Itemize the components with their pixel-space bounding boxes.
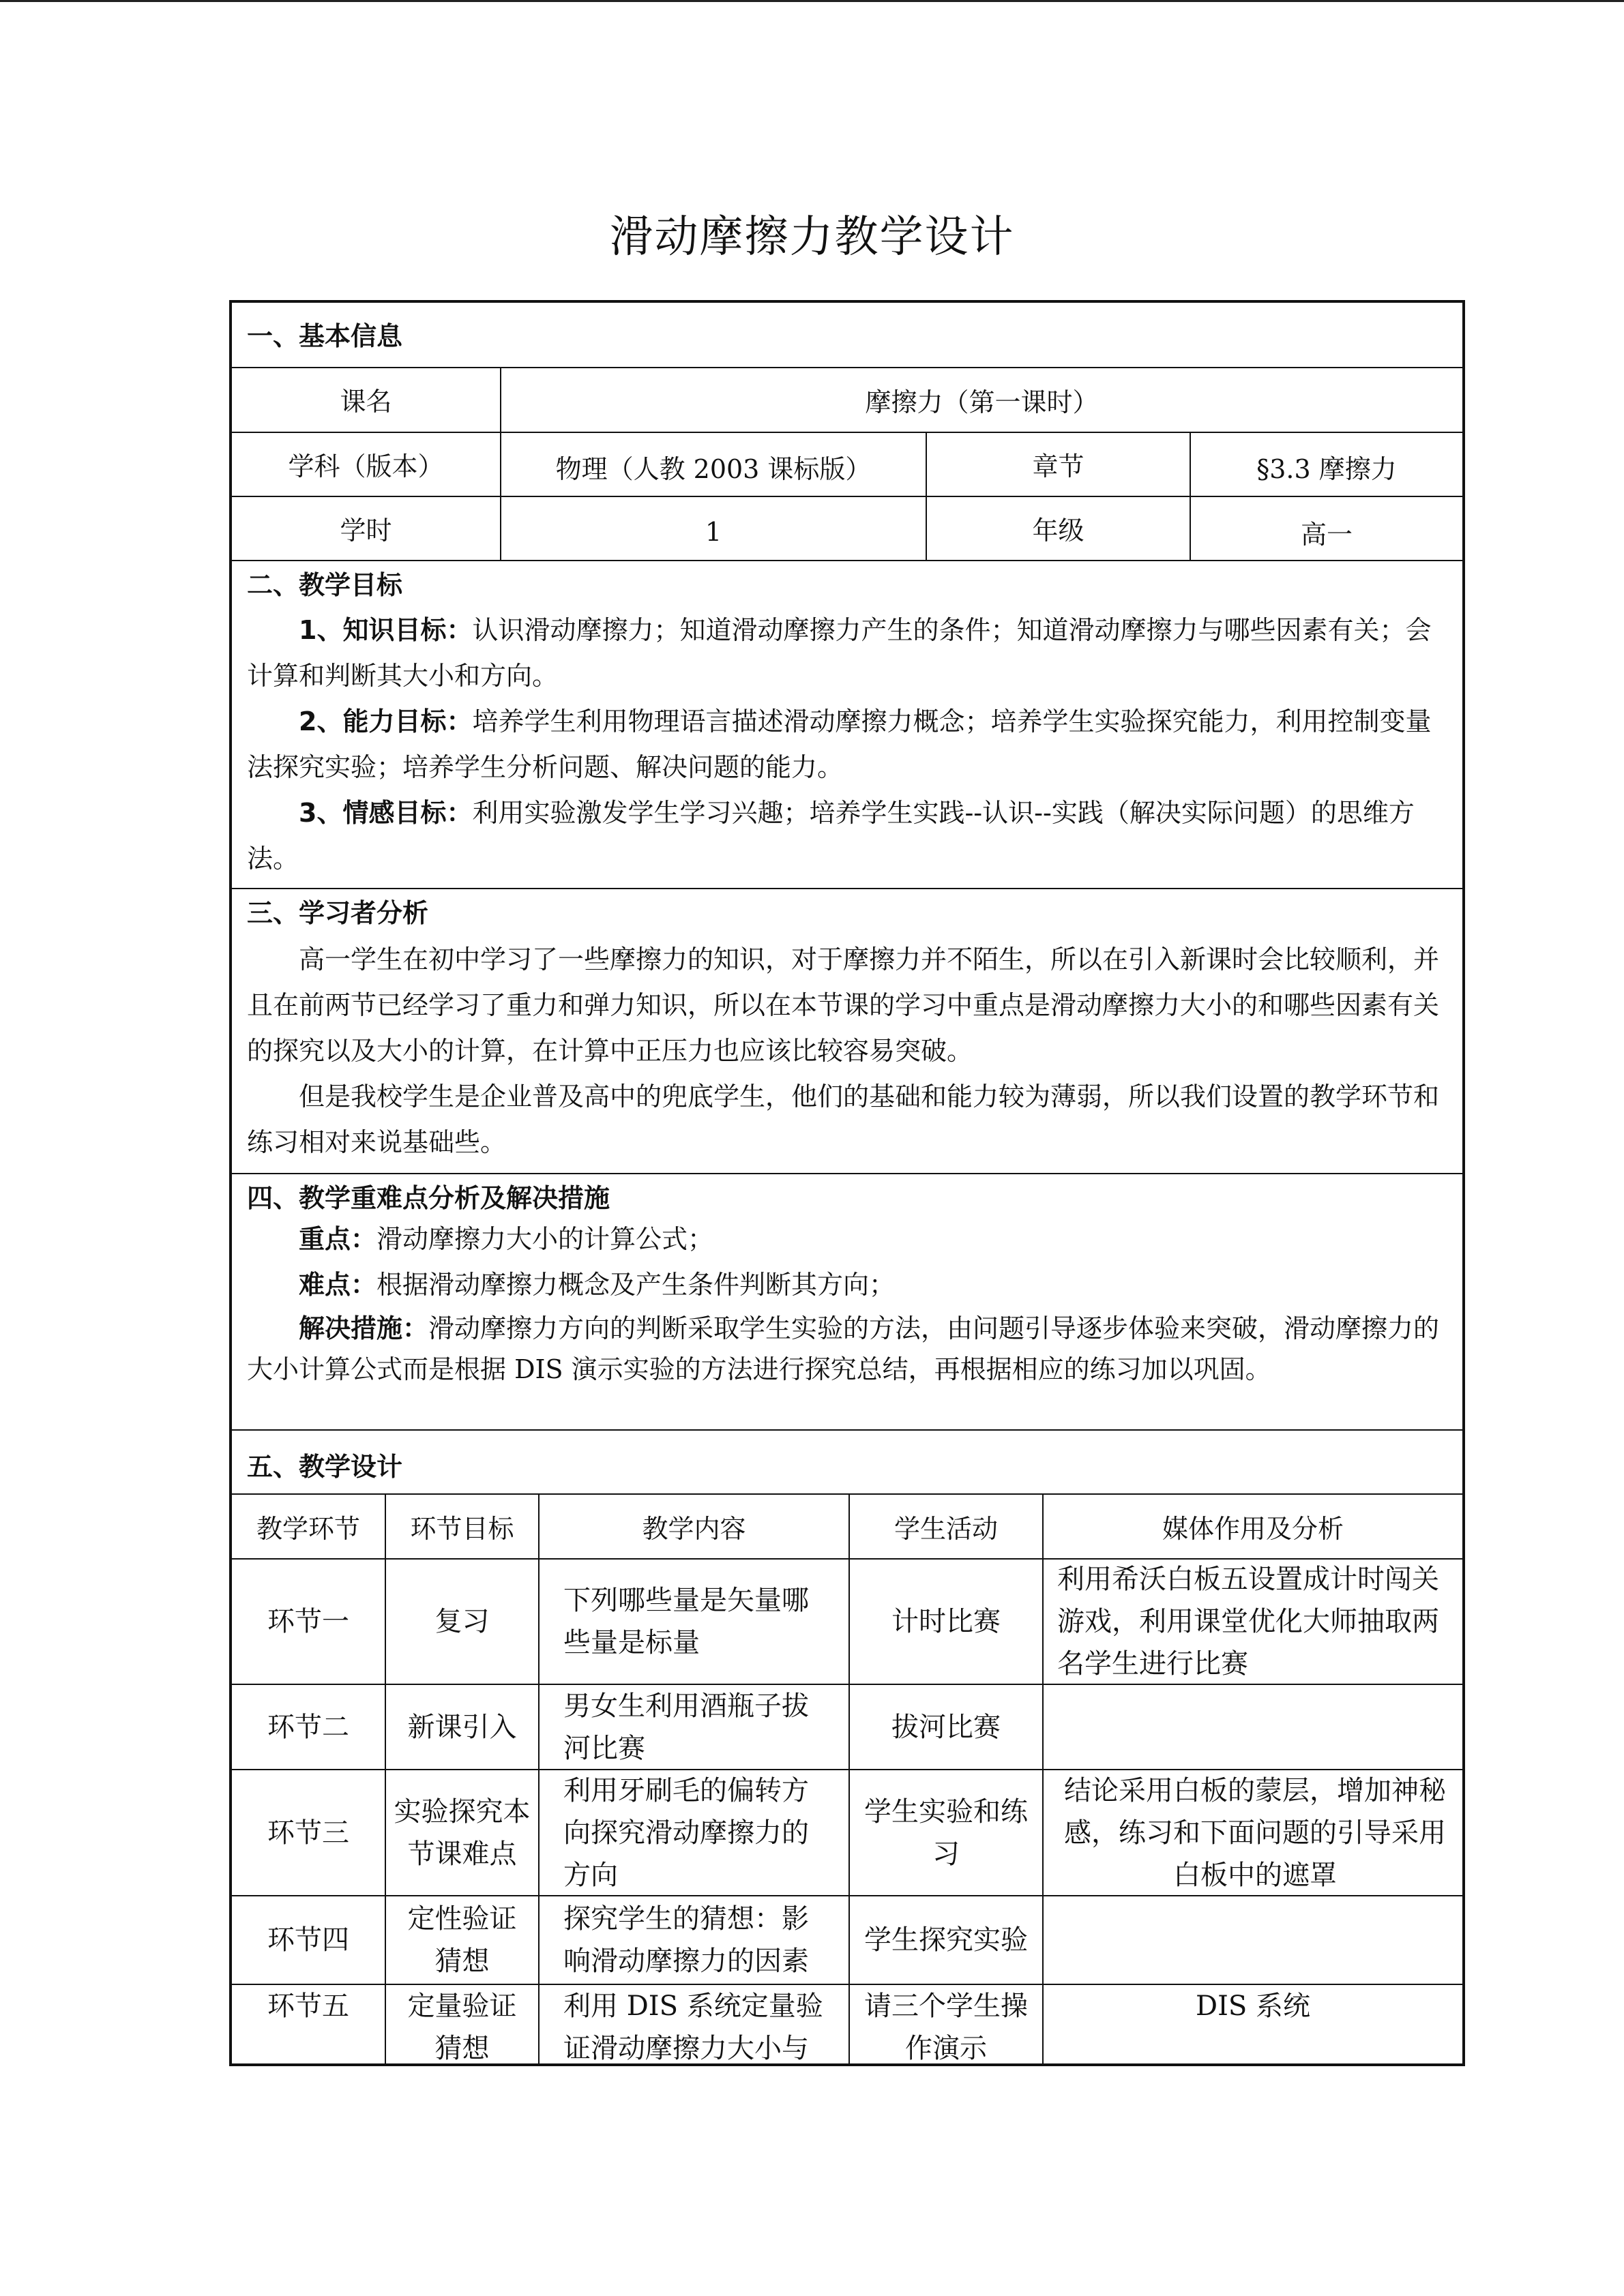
- col-header-goal: 环节目标: [410, 1514, 514, 1544]
- chapter-label: 章节: [1032, 451, 1084, 481]
- goal-cell: 复习: [434, 1606, 490, 1637]
- media-cell: 结论采用白板的蒙层，增加神秘感，练习和下面问题的引导采用白板中的遮罩: [1064, 1774, 1446, 1891]
- col-divider: [1042, 1493, 1044, 2066]
- stage-cell: 环节三: [267, 1817, 349, 1849]
- learner-paragraph: 高一学生在初中学习了一些摩擦力的知识，对于摩擦力并不陌生，所以在引入新课时会比较顺利，并且在前两节已经学习了重力和弹力知识，所以在本节课的学习中重点是滑动摩擦力大小的和哪些因素有关的探究以及大小的计算，在计算中正压力也应该比较容易突破。: [247, 944, 1440, 1066]
- section-heading-basic-info: 一、基本信息: [247, 321, 403, 351]
- col-header-media: 媒体作用及分析: [1162, 1514, 1344, 1544]
- section-heading-teaching-design: 五、教学设计: [247, 1452, 403, 1482]
- objectives-body: [247, 608, 1454, 882]
- course-name-value: 摩擦力（第一课时）: [865, 387, 1099, 417]
- key-points-body: [247, 1217, 1454, 1390]
- stage-cell: 环节一: [267, 1606, 349, 1637]
- content-cell: 利用 DIS 系统定量验证滑动摩擦力大小与: [563, 1991, 823, 2064]
- lesson-plan-table: [229, 300, 1465, 2066]
- goal-cell: 定量验证猜想: [407, 1991, 517, 2064]
- page-title: 滑动摩擦力教学设计: [609, 212, 1015, 263]
- content-cell: 利用牙刷毛的偏转方向探究滑动摩擦力的方向: [563, 1774, 809, 1891]
- subject-label: 学科（版本）: [288, 451, 444, 481]
- page-top-border: [0, 0, 1624, 2]
- content-cell: 下列哪些量是矢量哪些量是标量: [563, 1585, 809, 1658]
- difficulty-point: 难点：根据滑动摩擦力概念及产生条件判断其方向；: [299, 1270, 896, 1300]
- goal-cell: 实验探究本节课难点: [394, 1795, 531, 1870]
- grade-value: 高一: [1300, 519, 1353, 550]
- ability-goal: 2、能力目标：培养学生利用物理语言描述滑动摩擦力概念；培养学生实验探究能力，利用控制变量法探究实验；培养学生分析问题、解决问题的能力。: [247, 706, 1432, 782]
- grade-label: 年级: [1032, 515, 1084, 546]
- learner-analysis-body: [247, 937, 1454, 1165]
- content-cell: 探究学生的猜想：影响滑动摩擦力的因素: [563, 1903, 809, 1977]
- row-divider: [232, 1429, 1462, 1431]
- knowledge-goal: 1、知识目标：认识滑动摩擦力；知道滑动摩擦力产生的条件；知道滑动摩擦力与哪些因素有关；会计算和判断其大小和方向。: [247, 615, 1432, 691]
- activity-cell: 计时比赛: [891, 1606, 1001, 1637]
- activity-cell: 学生实验和练习: [864, 1795, 1028, 1870]
- course-name-label: 课名: [340, 387, 392, 417]
- learner-paragraph: 但是我校学生是企业普及高中的兜底学生，他们的基础和能力较为薄弱，所以我们设置的教学环节和练习相对来说基础些。: [247, 1082, 1440, 1157]
- goal-cell: 定性验证猜想: [407, 1903, 517, 1977]
- stage-cell: 环节五: [267, 1991, 349, 2022]
- hours-value: 1: [705, 517, 722, 547]
- section-heading-objectives: 二、教学目标: [247, 570, 403, 600]
- section-heading-learner-analysis: 三、学习者分析: [247, 898, 429, 928]
- emotion-goal: 3、情感目标：利用实验激发学生学习兴趣；培养学生实践--认识--实践（解决实际问题）的思维方法。: [247, 798, 1415, 874]
- media-cell: [1057, 1896, 1453, 1984]
- subject-value: 物理（人教 2003 课标版）: [555, 453, 872, 484]
- stage-cell: 环节二: [267, 1711, 349, 1743]
- chapter-value: §3.3 摩擦力: [1256, 453, 1397, 484]
- goal-cell: 新课引入: [407, 1711, 517, 1743]
- media-cell: DIS 系统: [1196, 1991, 1310, 2022]
- section-heading-key-points: 四、教学重难点分析及解决措施: [247, 1183, 610, 1213]
- media-cell: 利用希沃白板五设置成计时闯关游戏，利用课堂优化大师抽取两名学生进行比赛: [1057, 1564, 1439, 1680]
- row-divider: [232, 888, 1462, 889]
- content-cell: 男女生利用酒瓶子拔河比赛: [563, 1690, 809, 1764]
- col-header-activity: 学生活动: [894, 1514, 998, 1544]
- col-divider: [538, 1493, 540, 2066]
- solution-measures: 解决措施：滑动摩擦力方向的判断采取学生实验的方法，由问题引导逐步体验来突破，滑动摩擦力的大小计算公式而是根据 DIS 演示实验的方法进行探究总结，再根据相应的练习加以巩固。: [247, 1313, 1440, 1384]
- activity-cell: 拔河比赛: [891, 1711, 1001, 1743]
- media-cell: [1057, 1685, 1453, 1769]
- col-header-content: 教学内容: [642, 1514, 746, 1544]
- key-point: 重点：滑动摩擦力大小的计算公式；: [299, 1224, 714, 1254]
- activity-cell: 请三个学生操作演示: [864, 1991, 1028, 2064]
- hours-label: 学时: [340, 515, 392, 546]
- activity-cell: 学生探究实验: [864, 1924, 1028, 1956]
- row-divider: [232, 1173, 1462, 1174]
- col-header-stage: 教学环节: [256, 1514, 360, 1544]
- stage-cell: 环节四: [267, 1924, 349, 1956]
